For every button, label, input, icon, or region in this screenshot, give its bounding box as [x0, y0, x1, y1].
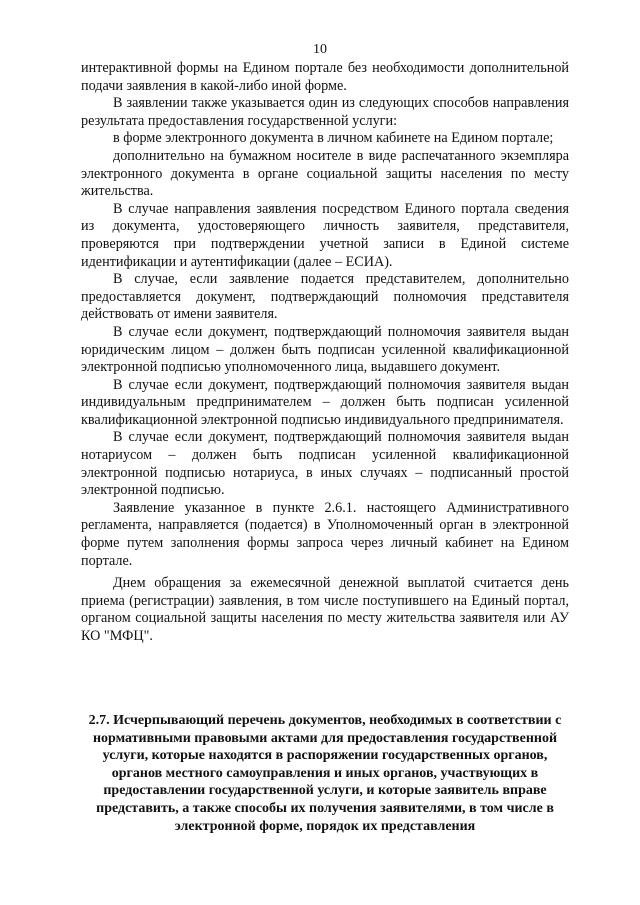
paragraph: в форме электронного документа в личном кабинете на Едином портале;: [113, 130, 554, 147]
paragraph: В случае если документ, подтверждающий полномочия заявителя выдан индивидуальным предпринимателем – должен быть подписан усиленной квалификационной электронной подписью индивидуального предпринимателя.: [81, 376, 569, 428]
body-text: [81, 60, 569, 646]
paragraph: В случае, если заявление подается представителем, дополнительно предоставляется документ, подтверждающий полномочия представителя действовать от имени заявителя.: [81, 271, 569, 323]
paragraph: дополнительно на бумажном носителе в виде распечатанного экземпляра электронного документа в органе социальной защиты населения по месту жительства.: [81, 147, 569, 200]
page-number: 10: [313, 42, 327, 57]
paragraph: В случае если документ, подтверждающий полномочия заявителя выдан юридическим лицом – должен быть подписан усиленной квалификационной электронной подписью уполномоченного лица, выдавшего документ.: [81, 323, 569, 376]
paragraph: интерактивной формы на Едином портале без необходимости дополнительной подачи заявления в какой-либо иной форме.: [81, 60, 569, 94]
paragraph: В случае направления заявления посредством Единого портала сведения из документа, удостоверяющего личность заявителя, представителя, проверяются при подтверждении учетной записи в Единой системе идентификации и аутентификации (далее – ЕСИА).: [81, 200, 569, 270]
paragraph: Заявление указанное в пункте 2.6.1. настоящего Административного регламента, направляется (подается) в Уполномоченный орган в электронной форме путем заполнения формы запроса через личный кабинет на Едином портале.: [81, 499, 569, 569]
paragraph: В случае если документ, подтверждающий полномочия заявителя выдан нотариусом – должен быть подписан усиленной квалификационной электронной подписью нотариуса, в иных случаях – подписанный простой электронной подписью.: [81, 429, 569, 499]
section-heading: 2.7. Исчерпывающий перечень документов, необходимых в соответствии с нормативными правовыми актами для предоставления государственной услуги, которые находятся в распоряжении государственных органов, органов местного самоуправления и иных органов, участвующих в предоставлении государственной услуги, и которые заявитель вправе представить, а также способы их получения заявителями, в том числе в электронной форме, порядок их представления: [88, 713, 562, 834]
paragraph: В заявлении также указывается один из следующих способов направления результата предоставления государственной услуги:: [81, 95, 569, 129]
paragraph: Днем обращения за ежемесячной денежной выплатой считается день приема (регистрации) заявления, в том числе поступившего на Единый портал, органом социальной защиты населения по месту жительства заявителя или АУ КО "МФЦ".: [81, 575, 569, 644]
